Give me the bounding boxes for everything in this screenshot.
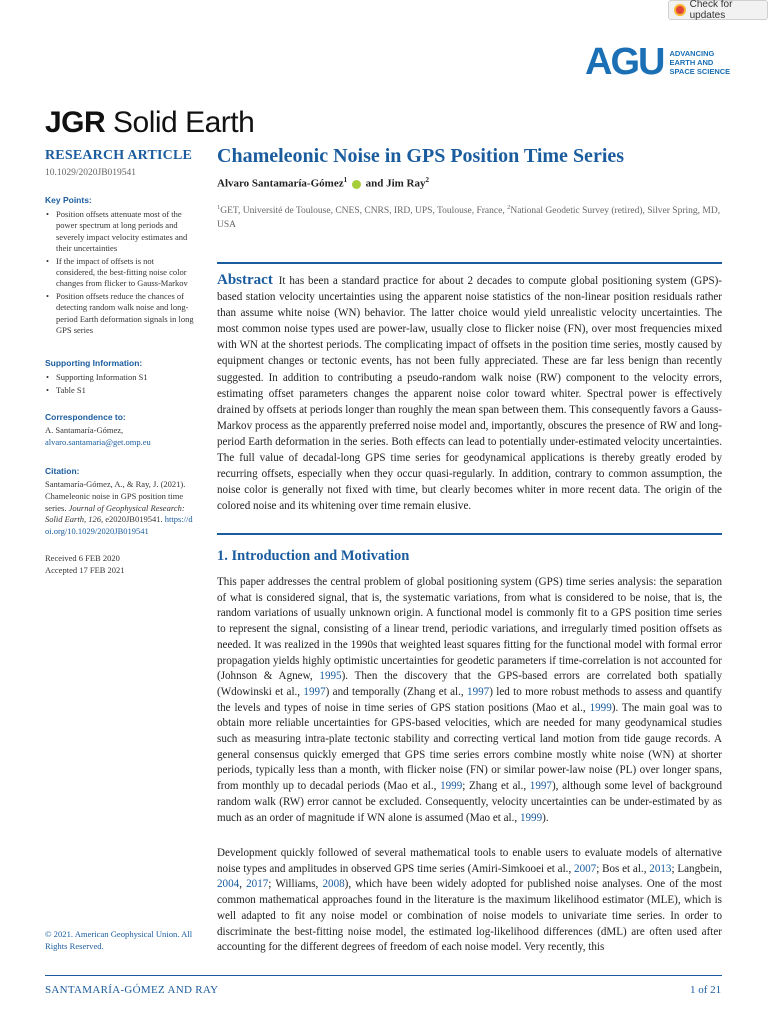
journal-name-rest: Solid Earth — [105, 106, 255, 139]
key-point-item: • Position offsets attenuate most of the power spectrum at long periods and severely impact velocity estimates and their uncertainties — [56, 209, 195, 255]
citation-journal: Journal of Geophysical Research: Solid Earth, — [45, 502, 185, 525]
reference-link[interactable]: 1999 — [589, 701, 612, 714]
agu-tagline-line: SPACE SCIENCE — [669, 66, 731, 76]
agu-tagline — [669, 49, 730, 76]
text-run: ), although some level of background random walk (RW) error cannot be excluded. Consequently, velocity uncertainties can be under-estimated by as much as an order of magnitude if WN alone is assumed (Mao et al., — [217, 780, 723, 824]
text-run: ). — [542, 811, 549, 824]
key-points-heading: Key Points: — [45, 195, 92, 205]
citation-id: e2020JB019541. — [105, 514, 163, 525]
author-name[interactable]: Alvaro Santamaría-Gómez — [217, 177, 344, 190]
check-for-updates-badge[interactable] — [668, 0, 768, 20]
key-point-item: • Position offsets reduce the chances of detecting random walk noise and long-period Earth deformation signals in long GPS series — [56, 291, 195, 337]
reference-link[interactable]: 1999 — [440, 780, 463, 793]
text-run: ; Williams, — [268, 878, 323, 891]
text-run: ), which have been widely adopted for published noise analyses. One of the most common mathematical approaches found in the literature is the maximum likelihood estimator (MLE), which is well adapted to fit any noise model or combination of noise models to univariate time series. In order to discriminate the best-fitting noise model, the estimated log-likelihood differences (dML) are often used after accounting for the different degrees of freedom of each noise model. Very recently, this — [217, 878, 722, 954]
supporting-info-item[interactable]: • Supporting Information S1 — [56, 372, 195, 383]
affiliation-2: National Geodetic Survey (retired), Silver Spring, MD, USA — [217, 206, 721, 231]
received-date: Received 6 FEB 2020 — [45, 553, 120, 564]
text-run: This paper addresses the central problem of global positioning system (GPS) time series analysis: the separation of what is considered signal, that is, the systematic variations, from what is considered to be noise, that is, the random variations of usually unknown origin. A functional model is commonly fit to a GPS position time series to represent the signal, consisting of a linear trend, periodic variations, and irregularly timed position offsets as needed. It was realized in the 1990s that weighted least squares fitting for the functional model with formal error propagation yields highly optimistic uncertainties for geodetic parameters if time-correlation is not accounted for (Johnson & Agnew, — [217, 576, 722, 683]
body-paragraph — [217, 575, 722, 826]
article-title: Chameleonic Noise in GPS Position Time Series — [217, 145, 625, 167]
footer-rule — [45, 975, 722, 976]
text-run: Development quickly followed of several mathematical tools to enable users to evaluate models of alternative noise types and amplitudes in observed GPS time series (Amiri-Simkooei et al., — [217, 847, 722, 875]
abstract-text: It has been a standard practice for about 2 decades to compute global positioning system (GPS)-based station velocity uncertainties using the apparent noise statistics of the non-linear position residuals rather than assume white noise (WN) behavior. The latter choice would yield unrealistic velocity uncertainties. The most common noise types used are power-law, usually close to flicker noise (FN), over most frequencies mixed with WN at the shortest periods. The complicating impact of offsets in the position time series, mostly caused by equipment changes or tectonic events, has not been fully appreciated. These are far less benign than recently suggested. In addition to contributing a pseudo-random walk noise (RW) component to the velocity errors, estimating offset parameters changes the apparent noise color toward whiter. Spectral power is effectively drained by offsets at periods longer than roughly the mean span between them. This consequently favors a Gauss-Markov process as the apparently preferred noise model and, importantly, obscures the presence of RW and long-period Earth deformation in the series. Both effects can lead to potentially under-estimated velocity uncertainties. The full value of decadal-long GPS time series for geodynamical applications is thereby greatly eroded by recurring offsets, especially when they occur quasi-regularly. In addition, contrary to common assumption, the noise color is generally not fixed with time, but clearly becomes whiter in more recent data. The origin of the colored noise and its whitening over time remain elusive. — [217, 275, 723, 513]
author-join[interactable]: and Jim Ray — [362, 177, 426, 190]
affiliation-sup: 1 — [217, 204, 221, 211]
journal-name-bold: JGR — [45, 106, 106, 139]
author-affiliation-sup: 1 — [343, 176, 348, 184]
supporting-info-list — [45, 372, 195, 396]
reference-link[interactable]: 1995 — [319, 670, 342, 683]
reference-link[interactable]: 2004 — [217, 878, 240, 891]
agu-logo-letters: AGU — [585, 41, 664, 83]
key-points-list — [45, 209, 195, 336]
article-type: RESEARCH ARTICLE — [45, 148, 193, 163]
text-run: ). Then the discovery that the GPS-based errors are correlated both spatially (Wdowinski et al., — [217, 670, 722, 698]
journal-title — [45, 106, 254, 140]
abstract-top-rule — [217, 262, 722, 264]
text-run: , — [239, 878, 247, 891]
agu-logo — [585, 42, 730, 82]
key-point-item: • If the impact of offsets is not considered, the best-fitting noise color changes from flicker to Gauss-Markov — [56, 256, 195, 290]
body-paragraph — [217, 846, 722, 956]
text-run: ) and temporally (Zhang et al., — [325, 685, 468, 698]
reference-link[interactable]: 2008 — [322, 878, 345, 891]
author-affiliation-sup: 2 — [425, 176, 429, 184]
supporting-info-item[interactable]: • Table S1 — [56, 385, 195, 396]
reference-link[interactable]: 1997 — [467, 685, 490, 698]
reference-link[interactable]: 2013 — [649, 862, 672, 875]
reference-link[interactable]: 1999 — [519, 811, 543, 824]
reference-link[interactable]: 2017 — [246, 878, 269, 891]
text-run: ; Bos et al., — [596, 862, 650, 875]
abstract-label: Abstract — [217, 272, 273, 288]
correspondence-name: A. Santamaría-Gómez, — [45, 425, 124, 436]
reference-link[interactable]: 1997 — [303, 685, 326, 698]
text-run: ; Langbein, — [671, 862, 723, 875]
check-updates-icon — [674, 4, 686, 16]
text-run: ; Zhang et al., — [462, 780, 530, 793]
affiliation-sup: 2 — [507, 204, 511, 211]
agu-tagline-line: ADVANCING — [669, 48, 715, 58]
text-run: ). The main goal was to obtain more reliable uncertainties for GPS-based velocities, which are needed for many geodynamical studies such as measuring intra-plate tectonic stability and correcting vertical land motion from tide gauge records. A general consensus quickly emerged that GPS time series errors combine mostly white noise (WN) at shorter periods, typically less than a month, with flicker noise (FN) or similar power-law noise (PL) over longer spans, from monthly up to decadal periods (Mao et al., — [217, 701, 722, 793]
author-list — [217, 176, 429, 190]
footer-running-head: SANTAMARÍA-GÓMEZ AND RAY — [45, 984, 219, 996]
footer-page-number: 1 of 21 — [690, 984, 722, 996]
accepted-date: Accepted 17 FEB 2021 — [45, 565, 125, 576]
citation-heading: Citation: — [45, 466, 80, 477]
article-doi: 10.1029/2020JB019541 — [45, 168, 137, 178]
sidebar — [45, 148, 195, 577]
correspondence-heading: Correspondence to: — [45, 412, 126, 423]
copyright-notice: © 2021. American Geophysical Union. All Rights Reserved. — [45, 929, 193, 951]
affiliation-1: GET, Université de Toulouse, CNES, CNRS, IRD, UPS, Toulouse, France, — [220, 206, 508, 217]
abstract — [217, 272, 722, 514]
section-heading: 1. Introduction and Motivation — [217, 548, 410, 564]
agu-tagline-line: EARTH AND — [669, 57, 714, 67]
orcid-icon[interactable] — [352, 180, 361, 189]
reference-link[interactable]: 2007 — [574, 862, 597, 875]
citation-doi-link[interactable]: https://doi.org/10.1029/2020JB019541 — [45, 514, 193, 536]
check-updates-label: Check for updates — [689, 0, 733, 21]
citation-body: Santamaría-Gómez, A., & Ray, J. (2021). Chameleonic noise in GPS position time series. — [45, 479, 186, 513]
abstract-bottom-rule — [217, 533, 722, 535]
citation-volume: 126, — [88, 514, 104, 525]
affiliations — [217, 201, 722, 232]
supporting-info-heading: Supporting Information: — [45, 358, 143, 369]
reference-link[interactable]: 1997 — [529, 780, 552, 793]
text-run: ) led to more robust methods to assess and quantify the levels and types of noise in time series of GPS station positions (Mao et al., — [217, 685, 722, 714]
citation-text — [45, 479, 195, 537]
correspondence-email-link[interactable]: alvaro.santamaria@get.omp.eu — [45, 436, 151, 447]
